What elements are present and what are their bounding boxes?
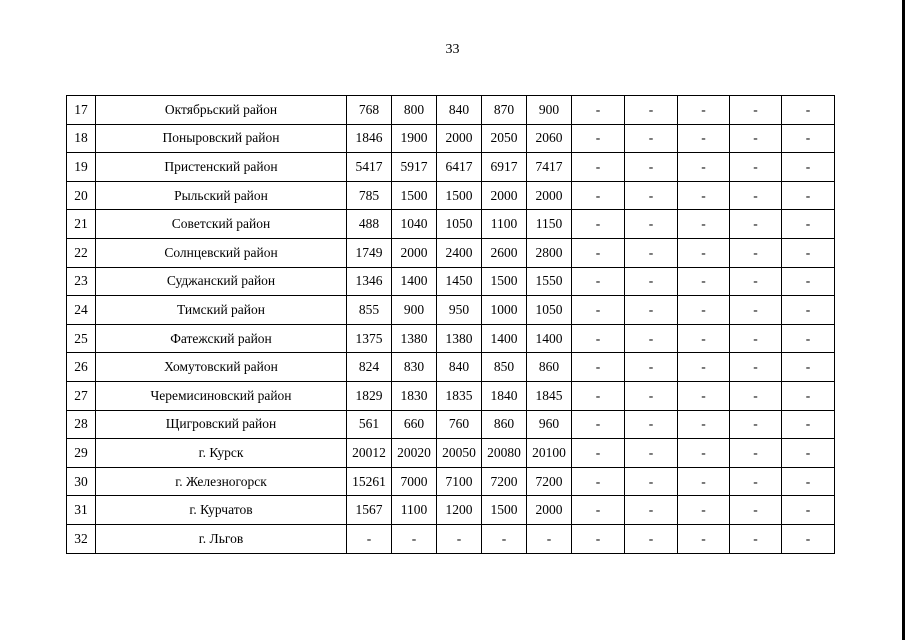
row-number-cell: 21 <box>67 210 96 239</box>
value-cell: - <box>625 439 678 468</box>
table-row <box>67 410 835 439</box>
value-cell: - <box>782 238 835 267</box>
value-cell: 1500 <box>482 267 527 296</box>
value-cell: 768 <box>347 96 392 125</box>
value-cell: 1050 <box>437 210 482 239</box>
value-cell: 855 <box>347 296 392 325</box>
value-cell: 561 <box>347 410 392 439</box>
value-cell: - <box>782 296 835 325</box>
district-name-cell: Тимский район <box>96 296 347 325</box>
value-cell: - <box>678 124 730 153</box>
value-cell: 1550 <box>527 267 572 296</box>
value-cell: 1380 <box>392 324 437 353</box>
value-cell: - <box>347 524 392 553</box>
value-cell: 5917 <box>392 153 437 182</box>
value-cell: - <box>730 296 782 325</box>
value-cell: 2000 <box>527 181 572 210</box>
value-cell: - <box>782 439 835 468</box>
district-name-cell: Солнцевский район <box>96 238 347 267</box>
value-cell: - <box>730 524 782 553</box>
value-cell: 2050 <box>482 124 527 153</box>
row-number-cell: 28 <box>67 410 96 439</box>
district-name-cell: Фатежский район <box>96 324 347 353</box>
value-cell: 1100 <box>482 210 527 239</box>
value-cell: - <box>572 524 625 553</box>
row-number-cell: 17 <box>67 96 96 125</box>
value-cell: - <box>527 524 572 553</box>
district-name-cell: Рыльский район <box>96 181 347 210</box>
value-cell: - <box>625 153 678 182</box>
value-cell: - <box>678 296 730 325</box>
value-cell: 20080 <box>482 439 527 468</box>
value-cell: - <box>782 210 835 239</box>
table-row <box>67 496 835 525</box>
page-number: 33 <box>445 42 460 57</box>
row-number-cell: 25 <box>67 324 96 353</box>
value-cell: 2800 <box>527 238 572 267</box>
value-cell: 870 <box>482 96 527 125</box>
value-cell: 20012 <box>347 439 392 468</box>
table-row <box>67 296 835 325</box>
value-cell: 7000 <box>392 467 437 496</box>
value-cell: - <box>678 439 730 468</box>
value-cell: 2400 <box>437 238 482 267</box>
value-cell: 1835 <box>437 381 482 410</box>
value-cell: 6417 <box>437 153 482 182</box>
table-row <box>67 210 835 239</box>
value-cell: - <box>392 524 437 553</box>
table-row <box>67 153 835 182</box>
row-number-cell: 30 <box>67 467 96 496</box>
value-cell: - <box>625 324 678 353</box>
value-cell: 1200 <box>437 496 482 525</box>
value-cell: - <box>782 181 835 210</box>
table-body <box>67 96 835 554</box>
value-cell: - <box>730 124 782 153</box>
value-cell: 1100 <box>392 496 437 525</box>
row-number-cell: 20 <box>67 181 96 210</box>
value-cell: 15261 <box>347 467 392 496</box>
value-cell: - <box>678 96 730 125</box>
value-cell: 1900 <box>392 124 437 153</box>
value-cell: 800 <box>392 96 437 125</box>
value-cell: - <box>678 324 730 353</box>
value-cell: 2060 <box>527 124 572 153</box>
value-cell: 960 <box>527 410 572 439</box>
district-name-cell: Пристенский район <box>96 153 347 182</box>
value-cell: - <box>782 153 835 182</box>
value-cell: - <box>625 381 678 410</box>
value-cell: - <box>572 296 625 325</box>
value-cell: 660 <box>392 410 437 439</box>
value-cell: 1845 <box>527 381 572 410</box>
table-row <box>67 381 835 410</box>
row-number-cell: 22 <box>67 238 96 267</box>
value-cell: - <box>782 267 835 296</box>
table-row <box>67 353 835 382</box>
table-row <box>67 439 835 468</box>
value-cell: 20050 <box>437 439 482 468</box>
value-cell: 1846 <box>347 124 392 153</box>
value-cell: - <box>572 439 625 468</box>
value-cell: - <box>572 496 625 525</box>
value-cell: - <box>782 353 835 382</box>
table-row <box>67 467 835 496</box>
table-row <box>67 267 835 296</box>
value-cell: 7100 <box>437 467 482 496</box>
data-table <box>66 95 835 554</box>
value-cell: - <box>625 410 678 439</box>
district-name-cell: г. Железногорск <box>96 467 347 496</box>
value-cell: - <box>730 96 782 125</box>
district-name-cell: Поныровский район <box>96 124 347 153</box>
row-number-cell: 19 <box>67 153 96 182</box>
value-cell: - <box>730 324 782 353</box>
value-cell: - <box>625 524 678 553</box>
value-cell: 1840 <box>482 381 527 410</box>
table-row <box>67 124 835 153</box>
value-cell: 7200 <box>482 467 527 496</box>
value-cell: 950 <box>437 296 482 325</box>
value-cell: - <box>625 353 678 382</box>
district-name-cell: Октябрьский район <box>96 96 347 125</box>
value-cell: - <box>572 353 625 382</box>
value-cell: - <box>678 410 730 439</box>
value-cell: - <box>730 496 782 525</box>
value-cell: - <box>782 524 835 553</box>
value-cell: 1000 <box>482 296 527 325</box>
district-name-cell: Черемисиновский район <box>96 381 347 410</box>
value-cell: 1400 <box>392 267 437 296</box>
value-cell: - <box>730 410 782 439</box>
value-cell: 900 <box>392 296 437 325</box>
value-cell: 1050 <box>527 296 572 325</box>
value-cell: 824 <box>347 353 392 382</box>
value-cell: - <box>625 124 678 153</box>
row-number-cell: 27 <box>67 381 96 410</box>
value-cell: - <box>678 524 730 553</box>
value-cell: - <box>730 467 782 496</box>
row-number-cell: 32 <box>67 524 96 553</box>
value-cell: 1400 <box>527 324 572 353</box>
value-cell: 840 <box>437 96 482 125</box>
value-cell: - <box>572 324 625 353</box>
value-cell: 860 <box>482 410 527 439</box>
value-cell: - <box>625 267 678 296</box>
value-cell: - <box>678 496 730 525</box>
value-cell: - <box>782 96 835 125</box>
row-number-cell: 23 <box>67 267 96 296</box>
value-cell: - <box>572 467 625 496</box>
value-cell: - <box>572 238 625 267</box>
value-cell: - <box>625 96 678 125</box>
value-cell: 2600 <box>482 238 527 267</box>
value-cell: 1567 <box>347 496 392 525</box>
value-cell: 1450 <box>437 267 482 296</box>
value-cell: - <box>782 410 835 439</box>
value-cell: - <box>730 267 782 296</box>
value-cell: 860 <box>527 353 572 382</box>
value-cell: 6917 <box>482 153 527 182</box>
value-cell: 840 <box>437 353 482 382</box>
value-cell: - <box>782 324 835 353</box>
value-cell: - <box>678 381 730 410</box>
value-cell: 1500 <box>437 181 482 210</box>
value-cell: - <box>625 210 678 239</box>
value-cell: 830 <box>392 353 437 382</box>
value-cell: 2000 <box>482 181 527 210</box>
value-cell: 1830 <box>392 381 437 410</box>
value-cell: - <box>572 181 625 210</box>
district-name-cell: г. Курчатов <box>96 496 347 525</box>
value-cell: - <box>730 439 782 468</box>
value-cell: 2000 <box>437 124 482 153</box>
value-cell: - <box>678 210 730 239</box>
district-name-cell: Суджанский район <box>96 267 347 296</box>
value-cell: 1400 <box>482 324 527 353</box>
value-cell: 850 <box>482 353 527 382</box>
district-name-cell: г. Льгов <box>96 524 347 553</box>
value-cell: - <box>572 210 625 239</box>
value-cell: 2000 <box>392 238 437 267</box>
table-row <box>67 324 835 353</box>
value-cell: - <box>730 353 782 382</box>
value-cell: 1829 <box>347 381 392 410</box>
value-cell: 1150 <box>527 210 572 239</box>
value-cell: - <box>730 181 782 210</box>
value-cell: 20100 <box>527 439 572 468</box>
value-cell: - <box>730 381 782 410</box>
value-cell: - <box>782 124 835 153</box>
value-cell: - <box>572 410 625 439</box>
district-name-cell: г. Курск <box>96 439 347 468</box>
value-cell: - <box>678 353 730 382</box>
value-cell: 1375 <box>347 324 392 353</box>
value-cell: 20020 <box>392 439 437 468</box>
value-cell: 488 <box>347 210 392 239</box>
table-row <box>67 238 835 267</box>
value-cell: - <box>572 153 625 182</box>
table-row <box>67 181 835 210</box>
value-cell: - <box>678 181 730 210</box>
value-cell: - <box>437 524 482 553</box>
value-cell: - <box>678 153 730 182</box>
value-cell: 7417 <box>527 153 572 182</box>
district-name-cell: Хомутовский район <box>96 353 347 382</box>
value-cell: - <box>625 467 678 496</box>
value-cell: - <box>678 467 730 496</box>
value-cell: - <box>730 210 782 239</box>
value-cell: - <box>572 381 625 410</box>
row-number-cell: 26 <box>67 353 96 382</box>
district-name-cell: Советский район <box>96 210 347 239</box>
value-cell: - <box>572 267 625 296</box>
value-cell: - <box>572 96 625 125</box>
value-cell: - <box>782 467 835 496</box>
value-cell: - <box>678 267 730 296</box>
value-cell: - <box>625 238 678 267</box>
row-number-cell: 18 <box>67 124 96 153</box>
row-number-cell: 24 <box>67 296 96 325</box>
value-cell: 7200 <box>527 467 572 496</box>
value-cell: 1749 <box>347 238 392 267</box>
value-cell: 1380 <box>437 324 482 353</box>
value-cell: 785 <box>347 181 392 210</box>
value-cell: 900 <box>527 96 572 125</box>
value-cell: 1500 <box>392 181 437 210</box>
value-cell: - <box>782 496 835 525</box>
value-cell: - <box>625 296 678 325</box>
value-cell: 1346 <box>347 267 392 296</box>
value-cell: 1500 <box>482 496 527 525</box>
value-cell: - <box>482 524 527 553</box>
value-cell: - <box>625 181 678 210</box>
value-cell: - <box>730 153 782 182</box>
value-cell: - <box>678 238 730 267</box>
row-number-cell: 31 <box>67 496 96 525</box>
value-cell: 2000 <box>527 496 572 525</box>
value-cell: - <box>625 496 678 525</box>
value-cell: - <box>572 124 625 153</box>
table-row <box>67 96 835 125</box>
value-cell: 1040 <box>392 210 437 239</box>
value-cell: - <box>730 238 782 267</box>
district-name-cell: Щигровский район <box>96 410 347 439</box>
value-cell: - <box>782 381 835 410</box>
table-row <box>67 524 835 553</box>
row-number-cell: 29 <box>67 439 96 468</box>
value-cell: 760 <box>437 410 482 439</box>
value-cell: 5417 <box>347 153 392 182</box>
